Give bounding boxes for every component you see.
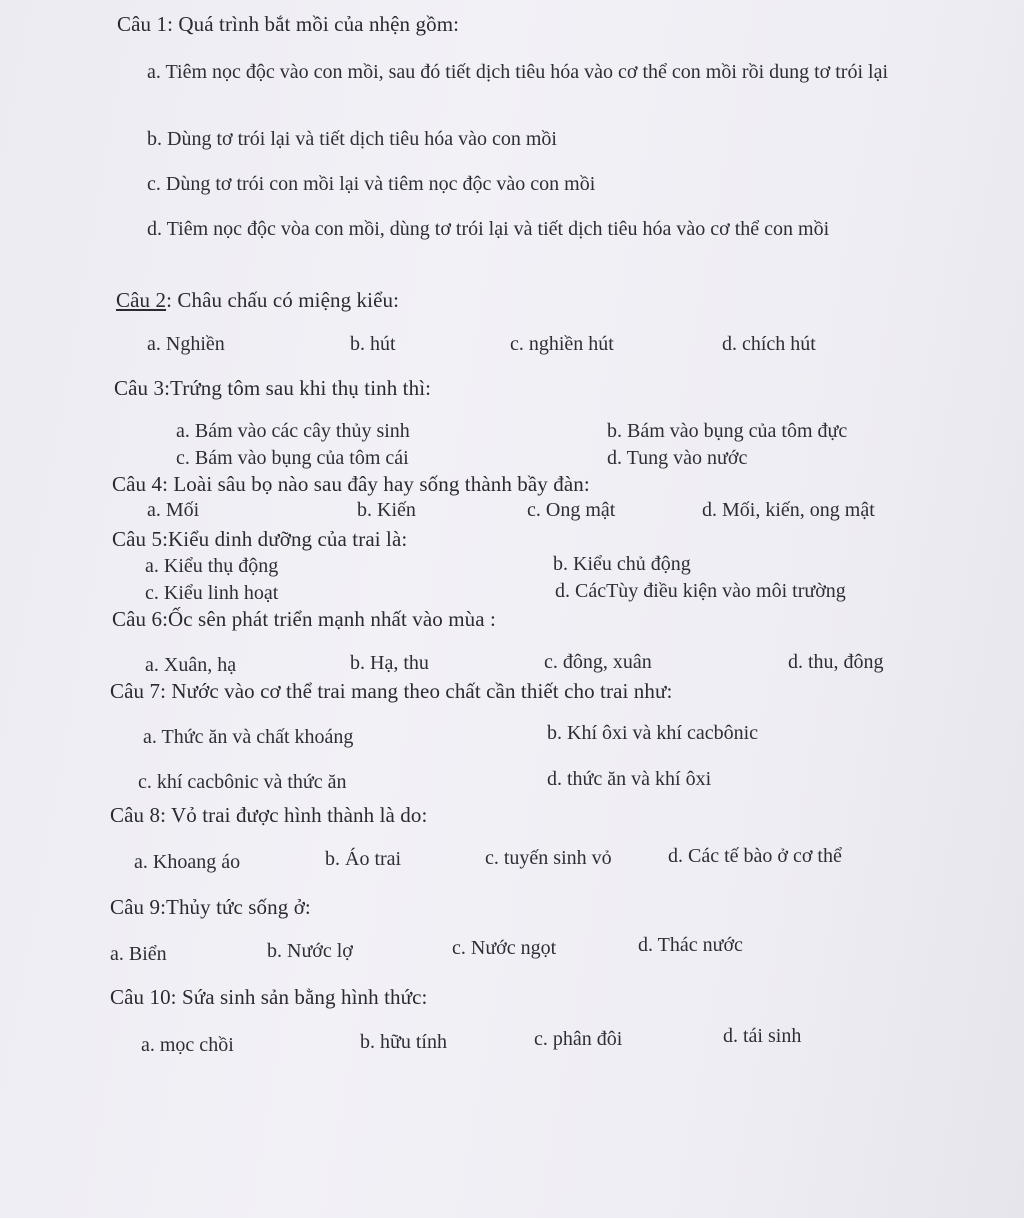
question-5-option-c: c. Kiểu linh hoạt bbox=[145, 582, 279, 604]
question-4-label: Câu 4: bbox=[112, 472, 169, 496]
question-5-label: Câu 5: bbox=[112, 527, 169, 551]
question-2-option-a: a. Nghiền bbox=[147, 333, 225, 355]
question-4-option-b: b. Kiến bbox=[357, 499, 416, 521]
question-9-option-b: b. Nước lợ bbox=[267, 940, 353, 962]
question-1 bbox=[117, 12, 459, 37]
question-8-label: Câu 8: bbox=[110, 803, 167, 827]
question-6-option-b: b. Hạ, thu bbox=[350, 652, 429, 674]
question-4-option-a: a. Mối bbox=[147, 499, 200, 521]
question-8-option-a: a. Khoang áo bbox=[134, 851, 241, 873]
question-3-option-c: c. Bám vào bụng của tôm cái bbox=[176, 447, 409, 469]
question-6 bbox=[112, 607, 496, 632]
question-1-option-c: c. Dùng tơ trói con mồi lại và tiêm nọc độc vào con mồi bbox=[147, 173, 596, 195]
question-6-option-c: c. đông, xuân bbox=[544, 651, 652, 673]
question-8 bbox=[110, 803, 427, 828]
question-5-text: Kiểu dinh dưỡng của trai là: bbox=[168, 527, 408, 551]
question-1-option-d: d. Tiêm nọc độc vòa con mồi, dùng tơ trói lại và tiết dịch tiêu hóa vào cơ thể con mồi bbox=[147, 218, 830, 240]
question-9-text: Thủy tức sống ở: bbox=[166, 895, 311, 919]
question-1-option-a: a. Tiêm nọc độc vào con mồi, sau đó tiết dịch tiêu hóa vào cơ thể con mồi rồi dung tơ trói lại bbox=[147, 61, 889, 83]
question-4 bbox=[112, 472, 590, 497]
question-9 bbox=[110, 895, 311, 920]
question-8-option-b: b. Áo trai bbox=[325, 848, 402, 870]
question-1-label: Câu 1: bbox=[117, 12, 174, 36]
question-3-option-d: d. Tung vào nước bbox=[607, 447, 748, 469]
question-7-option-d: d. thức ăn và khí ôxi bbox=[547, 768, 712, 790]
question-5-option-b: b. Kiểu chủ động bbox=[553, 553, 691, 575]
question-2-option-b: b. hút bbox=[350, 333, 396, 355]
question-4-option-d: d. Mối, kiến, ong mật bbox=[702, 499, 875, 521]
question-7-option-b: b. Khí ôxi và khí cacbônic bbox=[547, 722, 759, 744]
question-7-option-a: a. Thức ăn và chất khoáng bbox=[143, 726, 354, 748]
question-2 bbox=[116, 288, 399, 313]
question-8-text: Vỏ trai được hình thành là do: bbox=[171, 803, 428, 827]
question-3-option-b: b. Bám vào bụng của tôm đực bbox=[607, 420, 848, 442]
question-6-text: Ốc sên phát triển mạnh nhất vào mùa : bbox=[168, 607, 496, 631]
question-2-option-c: c. nghiền hút bbox=[510, 333, 614, 355]
question-9-option-c: c. Nước ngọt bbox=[452, 937, 557, 959]
question-1-text: Quá trình bắt mồi của nhện gồm: bbox=[178, 12, 460, 36]
question-5-option-d: d. CácTùy điều kiện vào môi trường bbox=[555, 580, 846, 602]
question-2-option-d: d. chích hút bbox=[722, 333, 816, 355]
question-7 bbox=[110, 679, 672, 704]
question-10-option-a: a. mọc chồi bbox=[141, 1034, 234, 1056]
question-10-option-d: d. tái sinh bbox=[723, 1025, 802, 1047]
question-3-text: Trứng tôm sau khi thụ tinh thì: bbox=[170, 376, 432, 400]
question-7-text: Nước vào cơ thể trai mang theo chất cần thiết cho trai như: bbox=[171, 679, 673, 703]
question-6-option-a: a. Xuân, hạ bbox=[145, 654, 237, 676]
question-7-label: Câu 7: bbox=[110, 679, 167, 703]
question-10-option-c: c. phân đôi bbox=[534, 1028, 623, 1050]
question-7-option-c: c. khí cacbônic và thức ăn bbox=[138, 771, 347, 793]
question-2-label: Câu 2 bbox=[116, 288, 167, 312]
question-9-label: Câu 9: bbox=[110, 895, 167, 919]
question-9-option-a: a. Biển bbox=[110, 943, 167, 965]
question-8-option-c: c. tuyến sinh vỏ bbox=[485, 847, 612, 869]
question-2-text: : Châu chấu có miệng kiểu: bbox=[166, 288, 400, 312]
question-5 bbox=[112, 527, 407, 552]
question-4-text: Loài sâu bọ nào sau đây hay sống thành bầy đàn: bbox=[173, 472, 590, 496]
question-5-option-a: a. Kiểu thụ động bbox=[145, 555, 279, 577]
question-6-option-d: d. thu, đông bbox=[788, 651, 884, 673]
question-3-option-a: a. Bám vào các cây thủy sinh bbox=[176, 420, 410, 442]
question-6-label: Câu 6: bbox=[112, 607, 169, 631]
question-1-option-b: b. Dùng tơ trói lại và tiết dịch tiêu hóa vào con mồi bbox=[147, 128, 557, 150]
question-8-option-d: d. Các tế bào ở cơ thể bbox=[668, 845, 842, 867]
question-3-label: Câu 3: bbox=[114, 376, 171, 400]
question-9-option-d: d. Thác nước bbox=[638, 934, 743, 956]
question-4-option-c: c. Ong mật bbox=[527, 499, 616, 521]
question-10-text: Sứa sinh sản bằng hình thức: bbox=[181, 985, 428, 1009]
question-10-label: Câu 10: bbox=[110, 985, 177, 1009]
question-10-option-b: b. hữu tính bbox=[360, 1031, 447, 1053]
question-10 bbox=[110, 985, 427, 1010]
question-3 bbox=[114, 376, 431, 401]
